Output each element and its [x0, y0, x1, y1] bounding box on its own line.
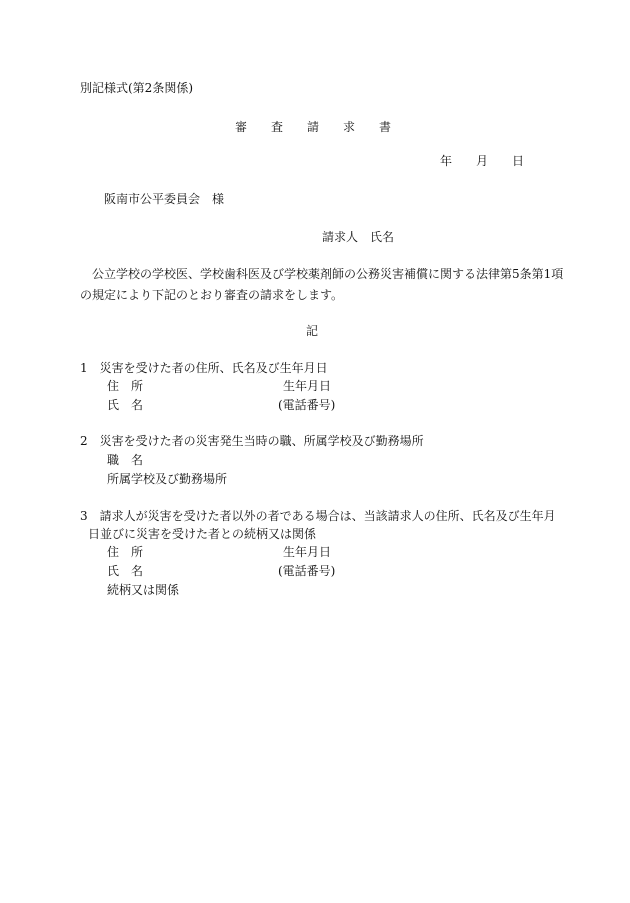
body-line-1: 公立学校の学校医、学校歯科医及び学校薬剤師の公務災害補償に関する法律第5条第1項 [80, 267, 564, 281]
item-3-phone-label: (電話番号) [278, 564, 336, 578]
item-3-heading-line-2: 日並びに災害を受けた者との続柄又は関係 [88, 527, 317, 541]
item-2-school-label: 所属学校及び勤務場所 [107, 472, 228, 486]
date-line: 年 月 日 [440, 154, 525, 168]
item-3-heading-line-1: 3 請求人が災害を受けた者以外の者である場合は、当該請求人の住所、氏名及び生年月 [80, 509, 556, 523]
item-3-name-label: 氏 名 [107, 564, 144, 578]
item-1-phone-label: (電話番号) [278, 398, 336, 412]
ki-heading: 記 [306, 324, 319, 338]
form-label: 別記様式(第2条関係) [80, 81, 193, 95]
item-3-address-label: 住 所 [107, 545, 144, 559]
item-2-heading: 2 災害を受けた者の災害発生当時の職、所属学校及び勤務場所 [80, 434, 424, 448]
item-1-name-label: 氏 名 [107, 398, 144, 412]
item-1-heading: 1 災害を受けた者の住所、氏名及び生年月日 [80, 361, 328, 375]
item-2-job-label: 職 名 [107, 453, 144, 467]
addressee: 阪南市公平委員会 様 [104, 192, 225, 206]
document-title: 審 査 請 求 書 [235, 120, 398, 134]
requester-name-label: 請求人 氏名 [322, 230, 395, 244]
item-1-birthdate-label: 生年月日 [283, 379, 332, 393]
item-1-address-label: 住 所 [107, 379, 144, 393]
item-3-birthdate-label: 生年月日 [283, 545, 332, 559]
body-line-2: の規定により下記のとおり審査の請求をします。 [80, 288, 344, 302]
item-3-relation-label: 続柄又は関係 [107, 583, 180, 597]
